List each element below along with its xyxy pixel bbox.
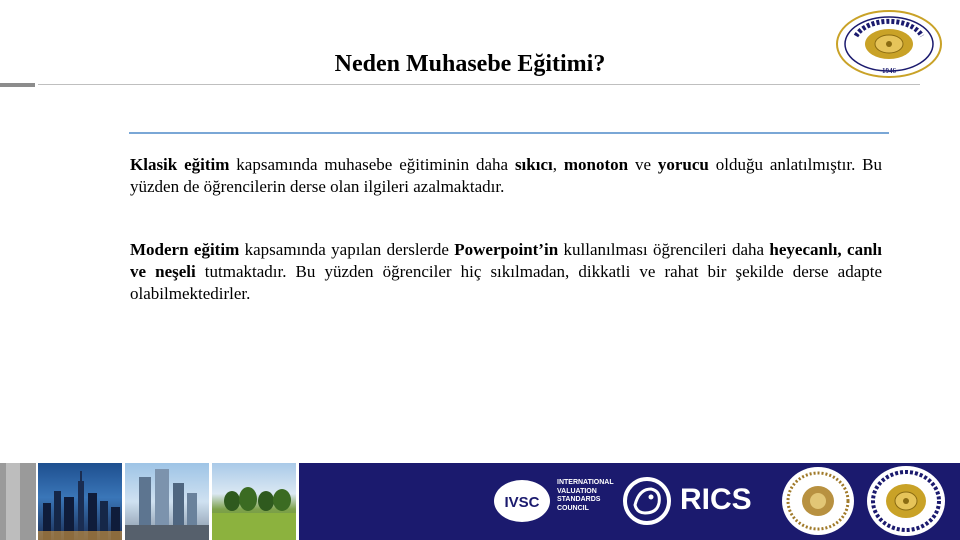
ivsc-full-name: INTERNATIONAL VALUATION STANDARDS COUNCIL [557,479,614,512]
city-skyline-photo [38,463,122,540]
header-accent-bar [0,83,35,87]
paragraph-modern-education: Modern eğitim kapsamında yapılan derslerde Powerpoint’in kullanılması öğrencileri daha heyecanlı, canlı ve neşeli tutmaktadır. Bu yüzden öğrenciler hiç sıkılmadan, dikkatli ve rahat bir şekilde derse adapte olabilmektedirler. [130,240,883,303]
university-seal-logo-3 [865,465,947,538]
partner-logos-band [299,463,960,540]
svg-text:IVSC: IVSC [504,494,540,511]
green-field-photo [212,463,296,540]
seal-year: 1946 [882,67,896,75]
rics-logo-text: RICS [680,483,752,516]
ivsc-logo [492,477,552,525]
content-divider [129,132,889,134]
footer-grey-stripe [6,463,20,540]
university-seal-logo [836,10,942,78]
header-divider [38,84,920,85]
paragraph-classic-education: Klasik eğitim kapsamında muhasebe eğitiminin daha sıkıcı, monoton ve yorucu olduğu anlatılmıştır. Bu yüzden de öğrencilerin derse olan ilgileri azalmaktadır. [130,155,883,196]
modern-towers-photo [125,463,209,540]
rics-lion-icon [621,475,673,527]
university-seal-logo-2 [780,466,856,537]
slide-title: Neden Muhasebe Eğitimi? [334,51,606,77]
